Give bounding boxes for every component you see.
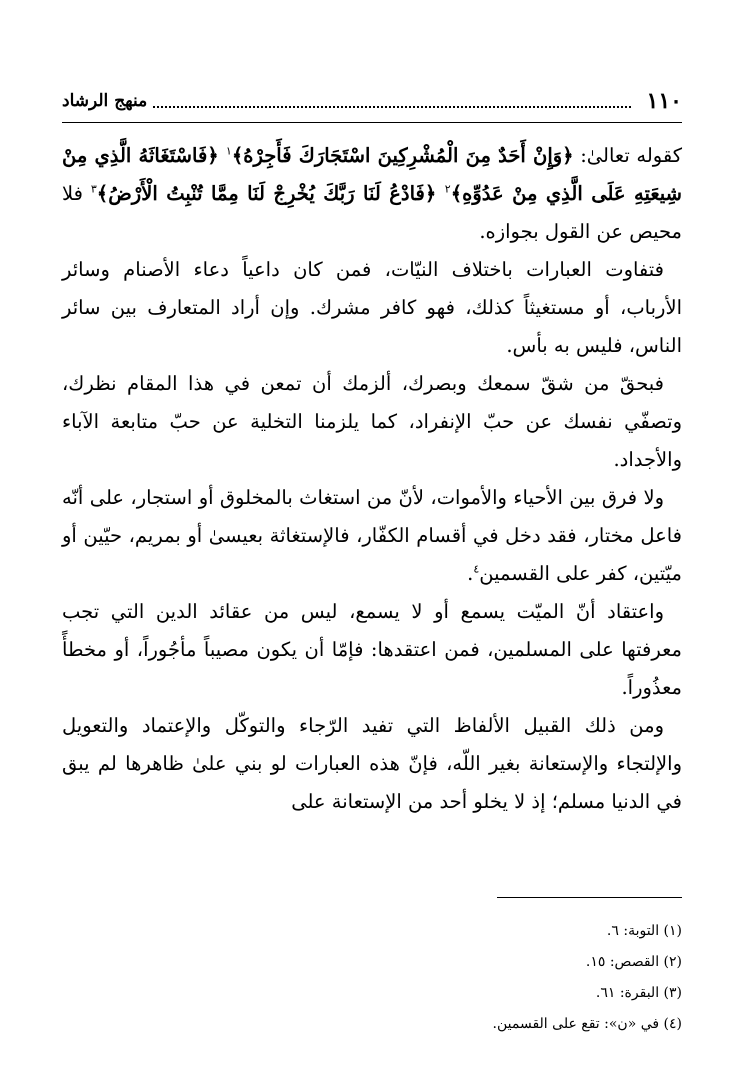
paragraph-1 xyxy=(62,137,682,251)
text-run: كقوله تعالىٰ: xyxy=(573,144,682,167)
paragraph-6: ومن ذلك القبيل الألفاظ التي تفيد الرّجاء والتوكّل والإعتماد والتعويل والإلتجاء والإستعانة بغير اللّه، فإنّ هذه العبارات لو بني علىٰ ظاهرها لم يبق في الدنيا مسلم؛ إذ لا يخلو أحد من الإستعانة على xyxy=(62,714,682,813)
paragraph-5: واعتقاد أنّ الميّت يسمع أو لا يسمع، ليس من عقائد الدين التي تجب معرفتها على المسلمين، فمن اعتقدها: فإمّا أن يكون مصيباً مأجُوراً، أو مخطأً معذُوراً. xyxy=(62,600,682,699)
text-run: فلا محيص عن القول بجوازه. xyxy=(62,182,682,243)
footnote-3: (٣) البقرة: ٦١. xyxy=(595,985,682,1001)
paragraph-2: فتفاوت العبارات باختلاف النيّات، فمن كان داعياً دعاء الأصنام وسائر الأرباب، أو مستغيثاً كذلك، فهو كافر مشرك. وإن أراد المتعارف بين سائر الناس، فليس به بأس. xyxy=(62,258,682,357)
footnote-1: (١) التوبة: ٦. xyxy=(606,923,682,939)
footnotes xyxy=(62,916,682,1040)
footnote-ref: ١ xyxy=(225,144,232,158)
page-number: ١١٠ xyxy=(646,88,682,114)
main-text xyxy=(62,137,682,821)
footnote-2: (٢) القصص: ١٥. xyxy=(585,954,682,970)
page-header xyxy=(62,86,682,123)
text-run: ولا فرق بين الأحياء والأموات، لأنّ من استغاث بالمخلوق أو استجار، على أنّه فاعل مختار، فقد دخل في أقسام الكفّار، فالإستغاثة بعيسىٰ أو بمريم، حيّين أو ميّتين، كفر على القسمين xyxy=(62,486,682,585)
running-title: منهج الرشاد xyxy=(62,91,148,111)
quran-verse: ﴿فَاسْتَغَاثَهُ الَّذِي مِنْ شِيعَتِهِ عَلَى الَّذِي مِنْ عَدُوِّهِ﴾ xyxy=(62,144,683,205)
quran-verse: ﴿فَادْعُ لَنَا رَبَّكَ يُخْرِجْ لَنَا مِمَّا تُنْبِتُ الْأَرْضُ﴾ xyxy=(96,182,445,205)
quran-verse: ﴿وَإِنْ أَحَدٌ مِنَ الْمُشْرِكِينَ اسْتَجَارَكَ فَأَجِرْهُ﴾ xyxy=(231,144,574,167)
header-dots xyxy=(153,106,630,108)
footnote-ref: ٤ xyxy=(473,562,480,576)
footnote-ref: ٣ xyxy=(90,182,97,196)
footnote-separator xyxy=(497,897,682,898)
paragraph-4 xyxy=(62,479,682,593)
footnote-4: (٤) في «ن»: تقع على القسمين. xyxy=(492,1016,682,1032)
footnote-ref: ٢ xyxy=(444,182,451,196)
book-page xyxy=(62,86,683,1032)
paragraph-3: فبحقّ من شقّ سمعك وبصرك، ألزمك أن تمعن في هذا المقام نظرك، وتصفّي نفسك عن حبّ الإنفراد، كما يلزمنا التخلية عن حبّ متابعة الآباء والأجداد. xyxy=(62,372,682,471)
text-run: . xyxy=(467,562,474,585)
